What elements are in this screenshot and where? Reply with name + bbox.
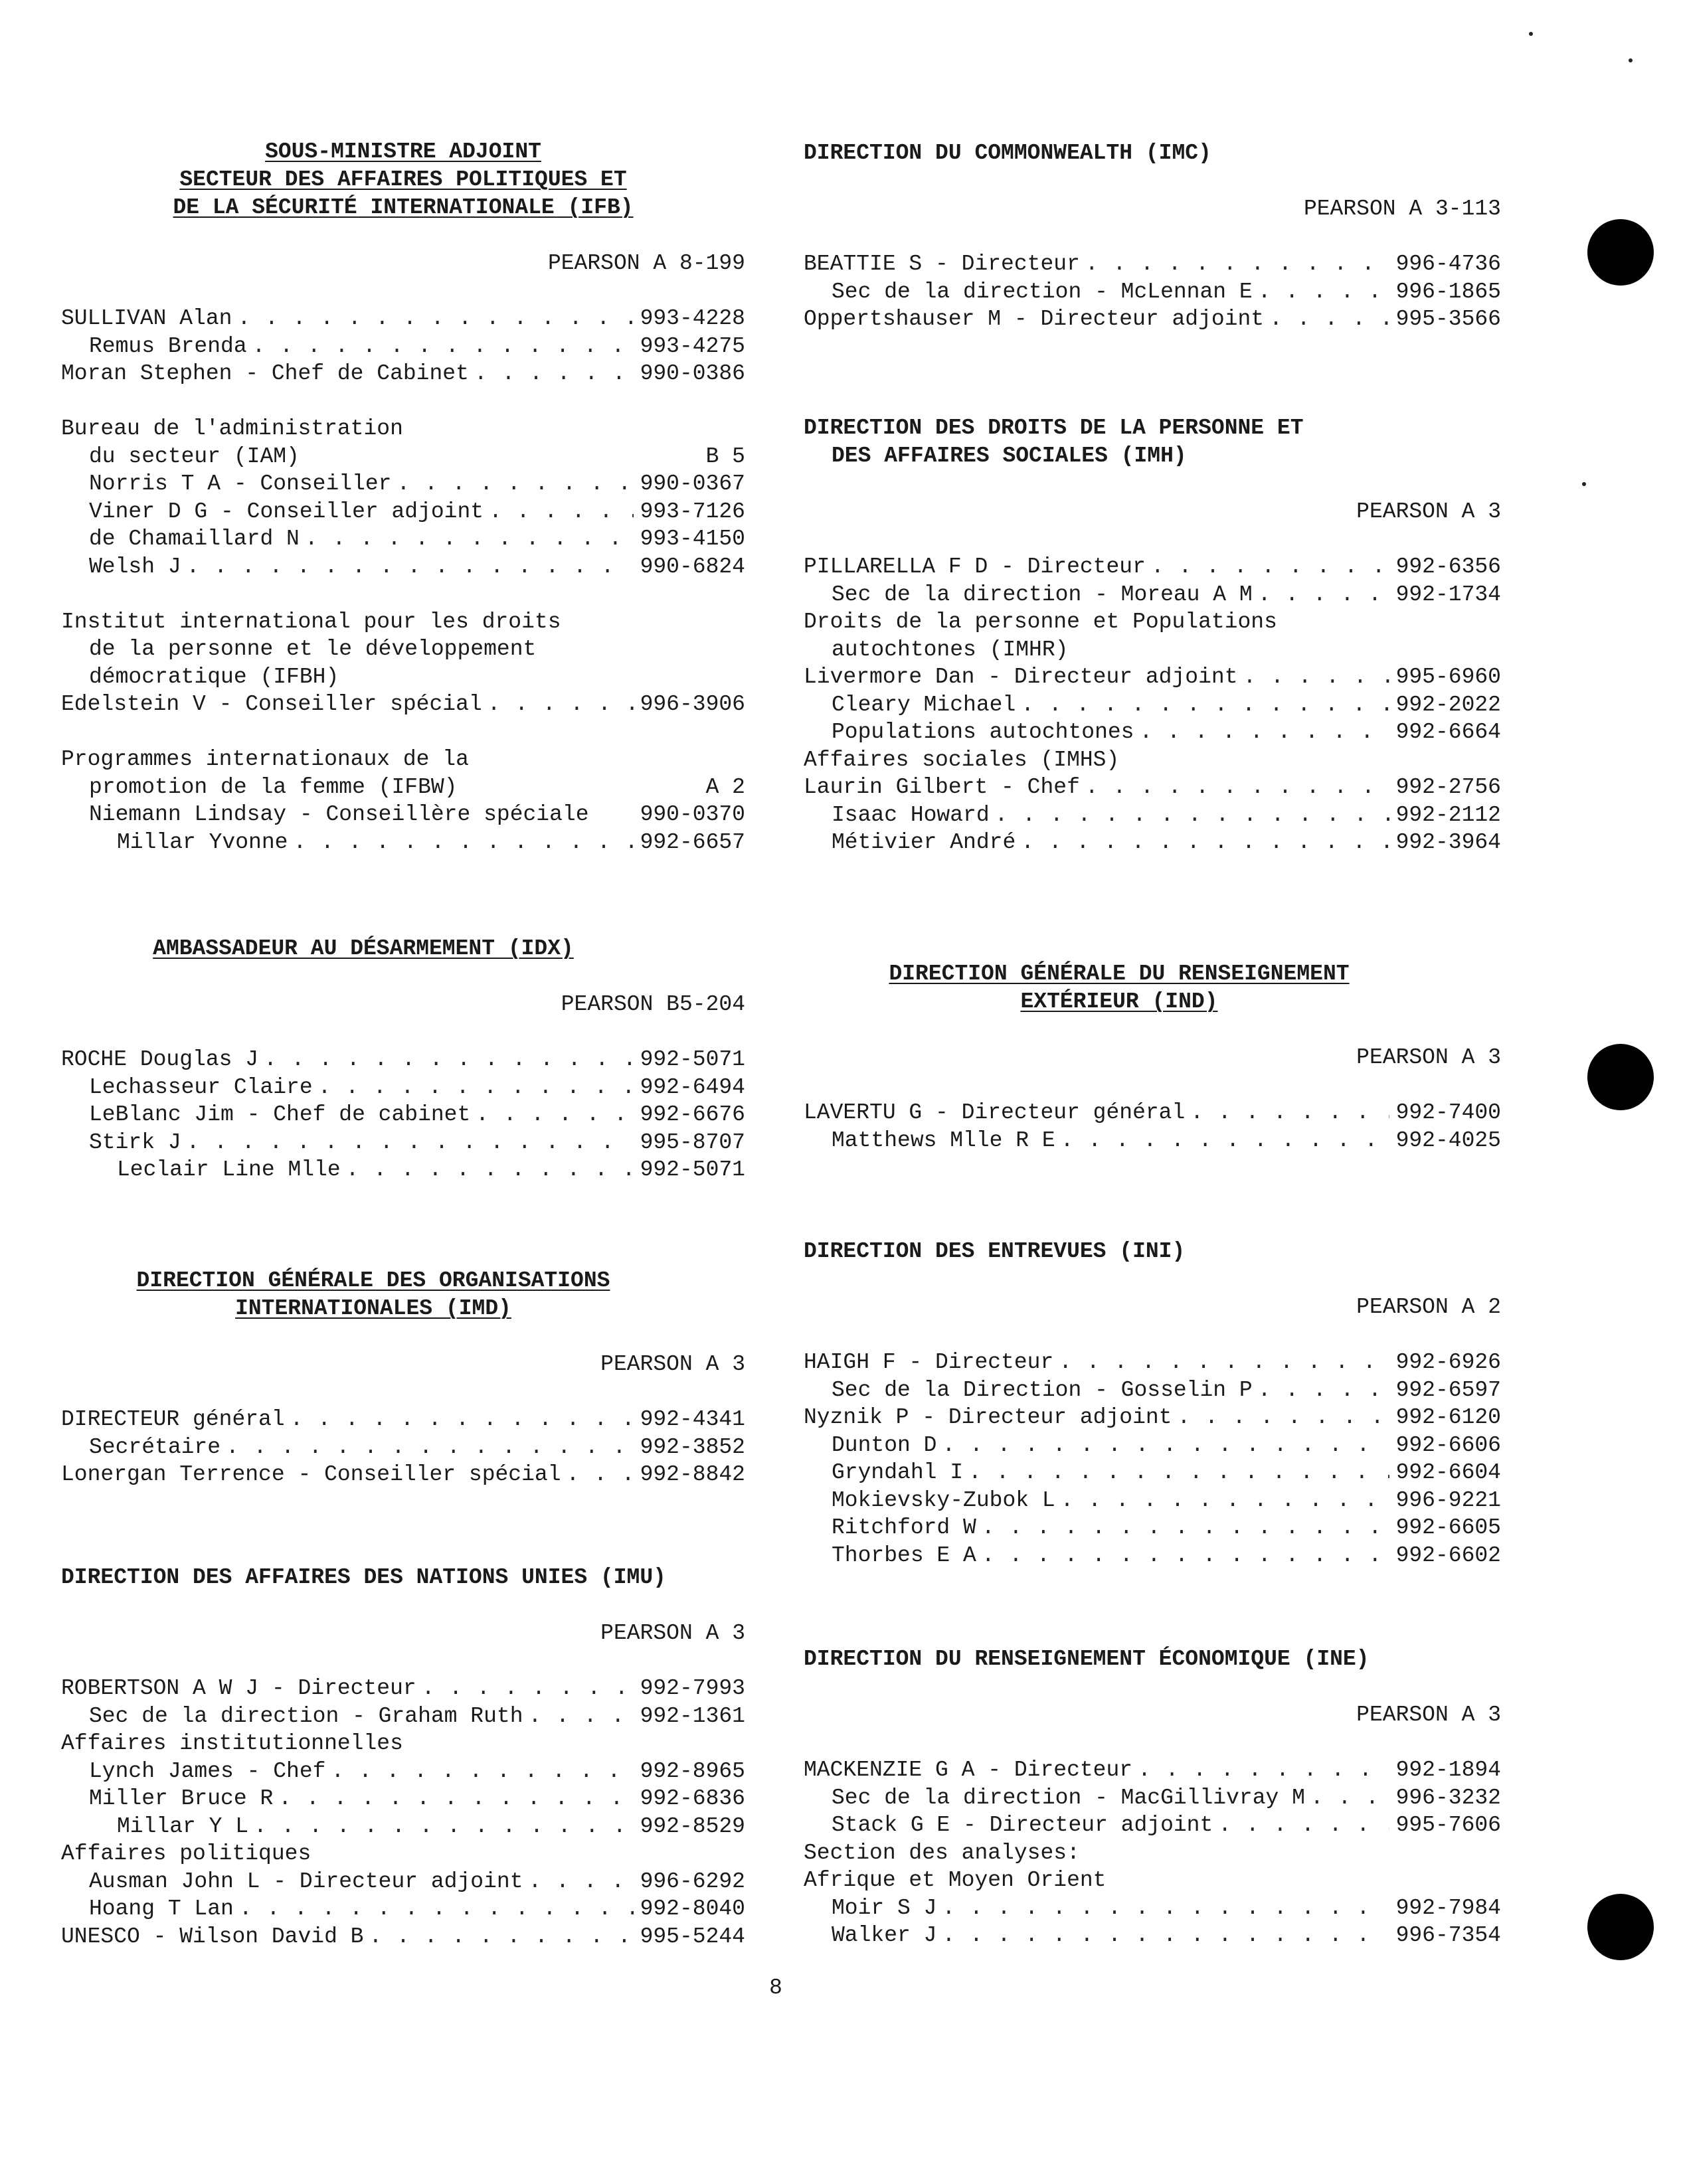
dot-leader bbox=[529, 1868, 634, 1896]
phone-number: 992-7400 bbox=[1395, 1100, 1501, 1125]
spacer bbox=[61, 718, 745, 746]
dot-leader bbox=[1190, 1099, 1389, 1127]
entry-name: Sec de la direction - Moreau A M bbox=[832, 582, 1253, 607]
phone-number: 992-1894 bbox=[1395, 1758, 1501, 1782]
directory-entry bbox=[804, 801, 1501, 829]
entry-name: SULLIVAN Alan bbox=[61, 306, 232, 331]
directory-entry bbox=[804, 1432, 1501, 1460]
dot-leader bbox=[331, 1758, 633, 1786]
phone-number: 995-7606 bbox=[1395, 1813, 1501, 1837]
scan-speck bbox=[1629, 58, 1633, 62]
directory-entry bbox=[804, 1514, 1501, 1542]
phone-number: 996-9221 bbox=[1395, 1487, 1501, 1513]
section-imc bbox=[804, 139, 1501, 333]
entry-name: Laurin Gilbert - Chef bbox=[804, 775, 1080, 799]
section-header-line: DIRECTION DU COMMONWEALTH (IMC) bbox=[804, 141, 1211, 165]
entry-name: UNESCO - Wilson David B bbox=[61, 1924, 364, 1949]
phone-number: 992-6597 bbox=[1395, 1377, 1501, 1402]
dot-leader bbox=[278, 1785, 633, 1813]
phone-number: 990-0370 bbox=[640, 802, 745, 827]
directory-entry bbox=[804, 608, 1501, 636]
phone-number: 992-3852 bbox=[640, 1434, 745, 1460]
entry-name: Lonergan Terrence - Conseiller spécial bbox=[61, 1462, 561, 1487]
entry-name: de la personne et le développement bbox=[89, 637, 537, 661]
dot-leader bbox=[239, 1895, 634, 1923]
phone-number: 993-4228 bbox=[640, 306, 745, 331]
section-header-line: SECTEUR DES AFFAIRES POLITIQUES ET bbox=[179, 167, 627, 192]
directory-entry bbox=[61, 553, 745, 581]
directory-entry bbox=[804, 1922, 1501, 1950]
entry-list bbox=[804, 1349, 1501, 1569]
directory-entry bbox=[61, 801, 745, 829]
phone-number: 992-4025 bbox=[1395, 1128, 1501, 1153]
directory-entry bbox=[61, 1868, 745, 1896]
entry-list bbox=[804, 1099, 1501, 1154]
phone-number: 996-1865 bbox=[1395, 279, 1501, 304]
entry-name: Leclair Line Mlle bbox=[117, 1157, 341, 1182]
dot-leader bbox=[1061, 1127, 1389, 1155]
room-number: A 2 bbox=[705, 774, 745, 799]
entry-name: Welsh J bbox=[89, 554, 181, 579]
directory-entry bbox=[804, 1487, 1501, 1515]
directory-entry bbox=[804, 1377, 1501, 1404]
entry-name: Programmes internationaux de la bbox=[61, 747, 469, 772]
dot-leader bbox=[995, 801, 1389, 829]
dot-leader bbox=[1178, 1404, 1389, 1432]
phone-number: 992-5071 bbox=[640, 1157, 745, 1182]
office-location: PEARSON B5-204 bbox=[561, 991, 745, 1017]
entry-list bbox=[61, 1046, 745, 1184]
dot-leader bbox=[1151, 553, 1389, 581]
dot-leader bbox=[982, 1514, 1389, 1542]
entry-name: démocratique (IFBH) bbox=[89, 664, 339, 689]
directory-entry bbox=[61, 305, 745, 333]
phone-number: 992-1734 bbox=[1395, 582, 1501, 607]
entry-name: Populations autochtones bbox=[832, 720, 1134, 744]
phone-number: 996-3232 bbox=[1395, 1785, 1501, 1810]
phone-number: 992-8965 bbox=[640, 1758, 745, 1784]
directory-entry bbox=[804, 1811, 1501, 1839]
entry-name: Droits de la personne et Populations bbox=[804, 610, 1277, 634]
directory-entry bbox=[804, 636, 1501, 664]
office-location: PEARSON A 3 bbox=[1356, 499, 1501, 524]
dot-leader bbox=[422, 1675, 634, 1703]
dot-leader bbox=[1139, 718, 1389, 746]
directory-entry bbox=[804, 1784, 1501, 1812]
section-ini bbox=[804, 1238, 1501, 1569]
directory-entry bbox=[804, 305, 1501, 333]
entry-name: Afrique et Moyen Orient bbox=[804, 1868, 1107, 1892]
scan-speck bbox=[1582, 482, 1586, 486]
office-location: PEARSON A 3 bbox=[600, 1620, 745, 1645]
directory-entry bbox=[804, 1349, 1501, 1377]
section-header-line: DES AFFAIRES SOCIALES (IMH) bbox=[832, 444, 1187, 468]
entry-name: Affaires institutionnelles bbox=[61, 1731, 403, 1756]
entry-name: Millar Yvonne bbox=[117, 829, 288, 855]
section-header-line: DIRECTION DES AFFAIRES DES NATIONS UNIES (IMU) bbox=[61, 1565, 666, 1590]
dot-leader bbox=[1218, 1811, 1389, 1839]
entry-name: Nyznik P - Directeur adjoint bbox=[804, 1405, 1172, 1430]
dot-leader bbox=[1310, 1784, 1389, 1812]
section-idx bbox=[61, 935, 745, 1184]
section-header-line: DIRECTION DES ENTREVUES (INI) bbox=[804, 1239, 1186, 1264]
office-location: PEARSON A 3-113 bbox=[1303, 196, 1501, 221]
dot-leader bbox=[1021, 691, 1389, 719]
phone-number: 992-2112 bbox=[1395, 802, 1501, 827]
entry-name: Secrétaire bbox=[89, 1434, 221, 1460]
entry-name: Affaires sociales (IMHS) bbox=[804, 747, 1120, 772]
entry-name: Gryndahl I bbox=[832, 1460, 964, 1485]
directory-entry bbox=[61, 1758, 745, 1786]
dot-leader bbox=[476, 1101, 633, 1129]
phone-number: 992-6836 bbox=[640, 1786, 745, 1811]
dot-leader bbox=[529, 1703, 634, 1730]
phone-number: 995-6960 bbox=[1395, 665, 1501, 689]
section-header-line: EXTÉRIEUR (IND) bbox=[1020, 989, 1218, 1014]
entry-name: Viner D G - Conseiller adjoint bbox=[89, 499, 484, 524]
spacer bbox=[61, 580, 745, 608]
directory-entry bbox=[61, 608, 745, 636]
phone-number: 996-3906 bbox=[640, 692, 745, 716]
phone-number: 992-6926 bbox=[1395, 1350, 1501, 1375]
section-header-line: DIRECTION GÉNÉRALE DES ORGANISATIONS bbox=[136, 1268, 610, 1293]
directory-entry bbox=[804, 718, 1501, 746]
entry-name: Sec de la direction - MacGillivray M bbox=[832, 1785, 1305, 1810]
entry-name: Cleary Michael bbox=[832, 692, 1016, 717]
dot-leader bbox=[318, 1074, 634, 1102]
entry-name: Norris T A - Conseiller bbox=[89, 471, 392, 496]
phone-number: 992-6602 bbox=[1395, 1543, 1501, 1568]
directory-entry bbox=[61, 443, 745, 471]
phone-number: 992-6494 bbox=[640, 1074, 745, 1100]
entry-list bbox=[804, 1756, 1501, 1950]
entry-name: MACKENZIE G A - Directeur bbox=[804, 1758, 1133, 1782]
entry-name: HAIGH F - Directeur bbox=[804, 1350, 1054, 1375]
entry-name: Métivier André bbox=[832, 830, 1016, 855]
section-header-line: DIRECTION GÉNÉRALE DU RENSEIGNEMENT bbox=[889, 962, 1350, 986]
dot-leader bbox=[1258, 581, 1389, 609]
entry-name: Isaac Howard bbox=[832, 802, 990, 827]
entry-name: Stirk J bbox=[89, 1130, 181, 1155]
directory-entry bbox=[61, 829, 745, 857]
directory-entry bbox=[61, 1101, 745, 1129]
directory-entry bbox=[61, 663, 745, 691]
directory-entry bbox=[61, 470, 745, 498]
entry-name: DIRECTEUR général bbox=[61, 1407, 285, 1432]
phone-number: 992-6676 bbox=[640, 1102, 745, 1127]
office-location: PEARSON A 8-199 bbox=[547, 250, 745, 276]
entry-name: ROBERTSON A W J - Directeur bbox=[61, 1676, 416, 1701]
phone-number: 992-6120 bbox=[1395, 1405, 1501, 1430]
entry-name: LeBlanc Jim - Chef de cabinet bbox=[89, 1102, 471, 1127]
dot-leader bbox=[237, 305, 633, 333]
section-ifb bbox=[61, 138, 745, 856]
section-header-line: DIRECTION DES DROITS DE LA PERSONNE ET bbox=[804, 416, 1304, 440]
dot-leader bbox=[942, 1432, 1389, 1460]
section-imh bbox=[804, 414, 1501, 857]
directory-entry bbox=[61, 415, 745, 443]
directory-entry bbox=[804, 1867, 1501, 1894]
directory-entry bbox=[61, 1074, 745, 1102]
directory-entry bbox=[61, 360, 745, 388]
phone-number: 992-2756 bbox=[1395, 775, 1501, 799]
spacer bbox=[61, 388, 745, 416]
directory-entry bbox=[804, 1404, 1501, 1432]
directory-entry bbox=[804, 1127, 1501, 1155]
phone-number: 992-8842 bbox=[640, 1462, 745, 1487]
dot-leader bbox=[264, 1046, 634, 1074]
phone-number: 992-7993 bbox=[640, 1676, 745, 1701]
dot-leader bbox=[187, 1129, 634, 1157]
entry-name: Affaires politiques bbox=[61, 1841, 311, 1866]
section-ine bbox=[804, 1645, 1501, 1950]
phone-number: 996-6292 bbox=[640, 1869, 745, 1894]
directory-entry bbox=[61, 1840, 745, 1868]
dot-leader bbox=[1021, 829, 1389, 857]
directory-entry bbox=[804, 278, 1501, 306]
entry-name: Moir S J bbox=[832, 1895, 937, 1920]
phone-number: 996-4736 bbox=[1395, 252, 1501, 276]
dot-leader bbox=[346, 1156, 634, 1184]
scan-speck bbox=[1529, 32, 1533, 36]
phone-number: 992-8529 bbox=[640, 1813, 745, 1839]
entry-name: Ritchford W bbox=[832, 1515, 976, 1540]
entry-name: Bureau de l'administration bbox=[61, 416, 403, 441]
directory-entry bbox=[804, 663, 1501, 691]
entry-list bbox=[61, 1406, 745, 1489]
directory-entry bbox=[61, 1785, 745, 1813]
phone-number: 992-6664 bbox=[1395, 720, 1501, 744]
phone-number: 992-6605 bbox=[1395, 1515, 1501, 1540]
directory-entry bbox=[804, 250, 1501, 278]
directory-entry bbox=[61, 635, 745, 663]
dot-leader bbox=[1059, 1349, 1389, 1377]
dot-leader bbox=[226, 1434, 634, 1462]
directory-entry bbox=[61, 1703, 745, 1730]
directory-entry bbox=[804, 1839, 1501, 1867]
phone-number: 992-3964 bbox=[1395, 830, 1501, 855]
directory-entry bbox=[804, 829, 1501, 857]
directory-entry bbox=[804, 1542, 1501, 1570]
entry-name: Dunton D bbox=[832, 1432, 937, 1458]
entry-name: promotion de la femme (IFBW) bbox=[89, 774, 458, 799]
punch-hole bbox=[1587, 219, 1654, 286]
entry-name: Lynch James - Chef bbox=[89, 1758, 326, 1784]
phone-number: 993-7126 bbox=[640, 499, 745, 524]
section-ind bbox=[804, 960, 1501, 1154]
directory-entry bbox=[61, 333, 745, 361]
directory-entry bbox=[61, 746, 745, 774]
phone-number: 995-8707 bbox=[640, 1130, 745, 1155]
dot-leader bbox=[1258, 278, 1389, 306]
office-location: PEARSON A 3 bbox=[600, 1351, 745, 1377]
directory-entry bbox=[804, 553, 1501, 581]
phone-number: 992-1361 bbox=[640, 1703, 745, 1728]
section-imu bbox=[61, 1564, 745, 1950]
entry-name: Oppertshauser M - Directeur adjoint bbox=[804, 307, 1265, 331]
section-header-line: INTERNATIONALES (IMD) bbox=[235, 1296, 511, 1321]
directory-entry bbox=[61, 1923, 745, 1951]
dot-leader bbox=[1243, 663, 1389, 691]
dot-leader bbox=[1085, 250, 1389, 278]
entry-name: du secteur (IAM) bbox=[89, 444, 300, 469]
dot-leader bbox=[567, 1461, 634, 1489]
directory-entry bbox=[61, 774, 745, 801]
entry-list bbox=[61, 1675, 745, 1950]
entry-name: PILLARELLA F D - Directeur bbox=[804, 554, 1146, 579]
phone-number: 992-2022 bbox=[1395, 692, 1501, 717]
phone-number: 990-0386 bbox=[640, 361, 745, 386]
directory-entry bbox=[804, 746, 1501, 774]
section-header-line: DIRECTION DU RENSEIGNEMENT ÉCONOMIQUE (INE) bbox=[804, 1647, 1370, 1671]
section-imd bbox=[61, 1267, 745, 1489]
phone-number: 992-7984 bbox=[1395, 1895, 1501, 1920]
directory-entry bbox=[61, 525, 745, 553]
phone-number: 990-6824 bbox=[640, 554, 745, 579]
entry-name: Sec de la Direction - Gosselin P bbox=[832, 1377, 1253, 1402]
directory-entry bbox=[61, 1434, 745, 1462]
dot-leader bbox=[488, 691, 634, 718]
entry-name: Matthews Mlle R E bbox=[832, 1128, 1055, 1153]
entry-name: Ausman John L - Directeur adjoint bbox=[89, 1869, 523, 1894]
entry-name: LAVERTU G - Directeur général bbox=[804, 1100, 1186, 1125]
directory-entry bbox=[61, 498, 745, 526]
dot-leader bbox=[1138, 1756, 1389, 1784]
directory-entry bbox=[61, 1156, 745, 1184]
dot-leader bbox=[252, 333, 634, 361]
directory-entry bbox=[61, 1406, 745, 1434]
dot-leader bbox=[397, 470, 633, 498]
office-location: PEARSON A 2 bbox=[1356, 1294, 1501, 1319]
phone-number: 992-6356 bbox=[1395, 554, 1501, 579]
dot-leader bbox=[474, 360, 634, 388]
dot-leader bbox=[369, 1923, 633, 1951]
entry-name: de Chamaillard N bbox=[89, 527, 300, 551]
dot-leader bbox=[1085, 774, 1389, 801]
entry-name: Mokievsky-Zubok L bbox=[832, 1487, 1055, 1513]
entry-name: Sec de la direction - Graham Ruth bbox=[89, 1703, 523, 1728]
directory-entry bbox=[804, 691, 1501, 719]
punch-hole bbox=[1587, 1044, 1654, 1110]
phone-number: 995-5244 bbox=[640, 1924, 745, 1949]
section-header-line: AMBASSADEUR AU DÉSARMEMENT (IDX) bbox=[153, 936, 574, 961]
entry-name: Edelstein V - Conseiller spécial bbox=[61, 692, 482, 716]
directory-entry bbox=[61, 1813, 745, 1841]
phone-number: 992-8040 bbox=[640, 1896, 745, 1921]
office-location: PEARSON A 3 bbox=[1356, 1045, 1501, 1070]
entry-name: Remus Brenda bbox=[89, 333, 247, 359]
entry-name: BEATTIE S - Directeur bbox=[804, 252, 1080, 276]
directory-entry bbox=[61, 1129, 745, 1157]
directory-entry bbox=[804, 1099, 1501, 1127]
entry-name: Lechasseur Claire bbox=[89, 1074, 313, 1100]
entry-name: Moran Stephen - Chef de Cabinet bbox=[61, 361, 469, 386]
entry-name: Institut international pour les droits bbox=[61, 609, 561, 634]
dot-leader bbox=[982, 1542, 1389, 1570]
dot-leader bbox=[1258, 1377, 1389, 1404]
entry-name: autochtones (IMHR) bbox=[832, 637, 1069, 662]
directory-entry bbox=[804, 1756, 1501, 1784]
phone-number: 995-3566 bbox=[1395, 307, 1501, 331]
entry-name: Hoang T Lan bbox=[89, 1896, 234, 1921]
entry-name: Walker J bbox=[832, 1923, 937, 1948]
entry-name: ROCHE Douglas J bbox=[61, 1047, 259, 1072]
directory-entry bbox=[61, 691, 745, 718]
directory-entry bbox=[804, 774, 1501, 801]
directory-entry bbox=[61, 1730, 745, 1758]
punch-hole bbox=[1587, 1894, 1654, 1960]
dot-leader bbox=[942, 1894, 1389, 1922]
phone-number: 992-6657 bbox=[640, 829, 745, 855]
directory-entry bbox=[61, 1046, 745, 1074]
entry-list bbox=[804, 553, 1501, 857]
section-header-line: SOUS-MINISTRE ADJOINT bbox=[265, 139, 541, 164]
directory-entry bbox=[804, 581, 1501, 609]
directory-entry bbox=[804, 1459, 1501, 1487]
dot-leader bbox=[293, 829, 633, 857]
page-number: 8 bbox=[769, 1975, 782, 2000]
dot-leader bbox=[1269, 305, 1389, 333]
dot-leader bbox=[290, 1406, 634, 1434]
dot-leader bbox=[1061, 1487, 1389, 1515]
entry-name: Thorbes E A bbox=[832, 1543, 976, 1568]
entry-name: Section des analyses: bbox=[804, 1840, 1080, 1865]
phone-number: 992-6606 bbox=[1395, 1432, 1501, 1458]
directory-entry bbox=[61, 1461, 745, 1489]
dot-leader bbox=[305, 525, 634, 553]
phone-number: 996-7354 bbox=[1395, 1923, 1501, 1948]
phone-number: 993-4275 bbox=[640, 333, 745, 359]
dot-leader bbox=[187, 553, 634, 581]
dot-leader bbox=[968, 1459, 1389, 1487]
dot-leader bbox=[942, 1922, 1389, 1950]
office-location: PEARSON A 3 bbox=[1356, 1702, 1501, 1727]
phone-number: 992-4341 bbox=[640, 1407, 745, 1432]
room-number: B 5 bbox=[705, 444, 745, 469]
directory-entry bbox=[61, 1675, 745, 1703]
dot-leader bbox=[489, 498, 633, 526]
dot-leader bbox=[254, 1813, 634, 1841]
entry-name: Sec de la direction - McLennan E bbox=[832, 279, 1253, 304]
entry-name: Stack G E - Directeur adjoint bbox=[832, 1813, 1213, 1837]
entry-name: Millar Y L bbox=[117, 1813, 249, 1839]
directory-entry bbox=[61, 1895, 745, 1923]
phone-number: 992-6604 bbox=[1395, 1460, 1501, 1485]
entry-list bbox=[804, 250, 1501, 333]
phone-number: 992-5071 bbox=[640, 1047, 745, 1072]
directory-entry bbox=[804, 1894, 1501, 1922]
entry-name: Niemann Lindsay - Conseillère spéciale bbox=[89, 802, 589, 827]
entry-name: Livermore Dan - Directeur adjoint bbox=[804, 665, 1238, 689]
entry-list bbox=[61, 305, 745, 856]
phone-number: 990-0367 bbox=[640, 471, 745, 496]
phone-number: 993-4150 bbox=[640, 527, 745, 551]
entry-name: Miller Bruce R bbox=[89, 1786, 274, 1811]
section-header-line: DE LA SÉCURITÉ INTERNATIONALE (IFB) bbox=[173, 195, 634, 220]
